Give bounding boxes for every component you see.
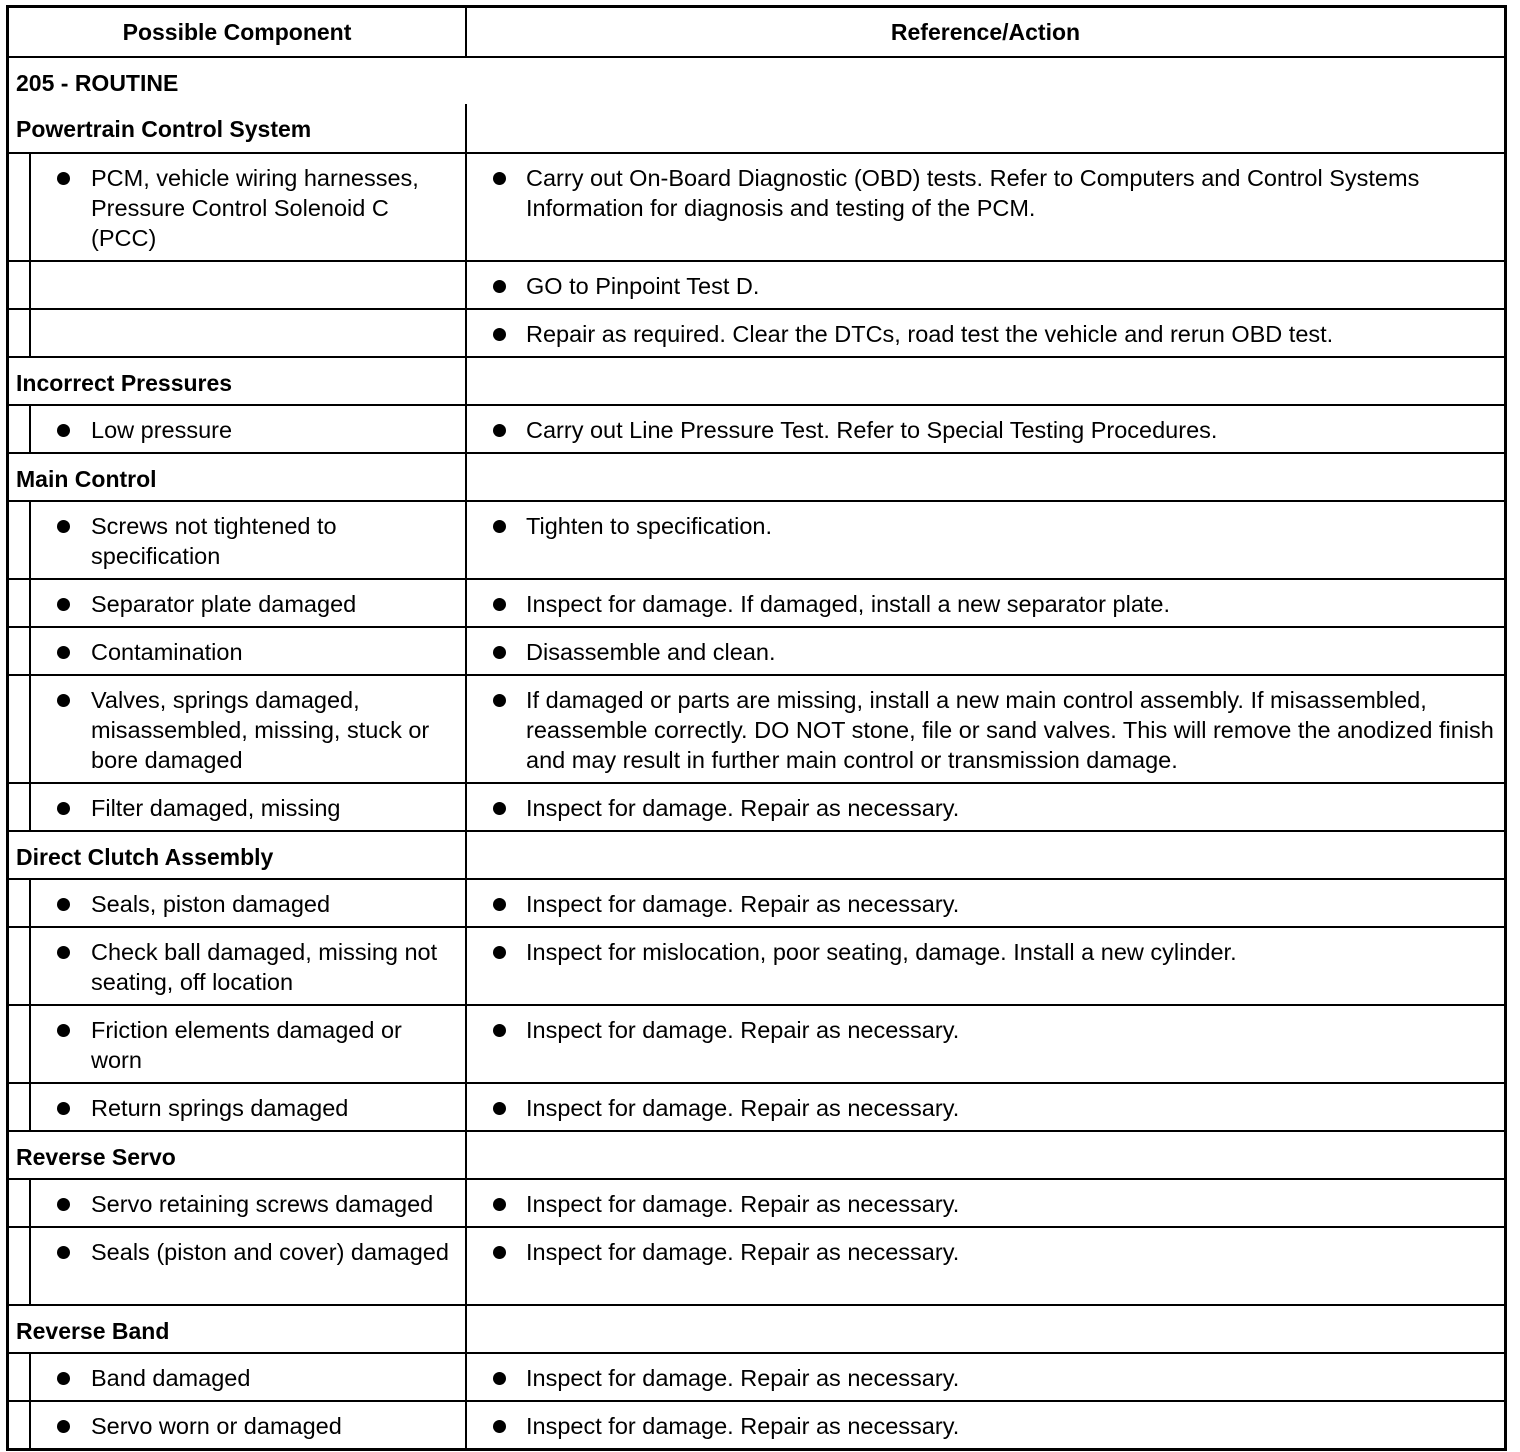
table-row: [9, 500, 1504, 578]
section-title: Powertrain Control System: [16, 116, 312, 142]
component-cell: [9, 676, 467, 782]
indent-cell: [9, 502, 31, 578]
action-text: Inspect for mislocation, poor seating, damage. Install a new cylinder.: [526, 939, 1237, 965]
indent-cell: [9, 1402, 31, 1448]
component-cell: [9, 154, 467, 260]
component-text-cell: [31, 310, 465, 356]
action-cell: [467, 1402, 1504, 1448]
bullet-icon: [493, 1102, 506, 1115]
action-text: Inspect for damage. Repair as necessary.: [526, 1191, 960, 1217]
component-item: [31, 580, 465, 619]
table-row: [9, 260, 1504, 308]
action-cell: [467, 784, 1504, 830]
section-title: Reverse Band: [16, 1318, 170, 1344]
table-row: [9, 1226, 1504, 1304]
component-cell: [9, 1354, 467, 1400]
bullet-icon: [493, 1420, 506, 1433]
component-text-cell: [31, 580, 465, 626]
component-item: [31, 628, 465, 667]
indent-cell: [9, 1180, 31, 1226]
action-cell: [467, 676, 1504, 782]
component-text: Low pressure: [91, 417, 233, 443]
component-text: Screws not tightened to specification: [91, 513, 337, 569]
action-cell: [467, 1084, 1504, 1130]
bullet-icon: [57, 646, 70, 659]
component-item: [31, 154, 465, 253]
section-row: [9, 830, 1504, 878]
bullet-icon: [57, 1024, 70, 1037]
indent-cell: [9, 628, 31, 674]
component-cell: [9, 628, 467, 674]
action-item: [467, 676, 1504, 775]
routine-label: 205 - ROUTINE: [16, 70, 179, 96]
indent-cell: [9, 1006, 31, 1082]
bullet-icon: [57, 802, 70, 815]
component-cell: [9, 880, 467, 926]
bullet-icon: [57, 946, 70, 959]
component-text: Servo retaining screws damaged: [91, 1191, 434, 1217]
table-row: [9, 626, 1504, 674]
component-item: [31, 880, 465, 919]
action-cell: [467, 1228, 1504, 1304]
bullet-icon: [493, 520, 506, 533]
component-text-cell: [31, 502, 465, 578]
section-cell: [9, 1306, 467, 1352]
component-text-cell: [31, 628, 465, 674]
section-title: Reverse Servo: [16, 1144, 176, 1170]
bullet-icon: [493, 1246, 506, 1259]
component-text-cell: [31, 406, 465, 452]
component-item: [31, 1402, 465, 1441]
action-item: [467, 154, 1504, 223]
indent-cell: [9, 1354, 31, 1400]
indent-cell: [9, 580, 31, 626]
action-text: Inspect for damage. Repair as necessary.: [526, 1095, 960, 1121]
action-cell: [467, 1006, 1504, 1082]
section-cell: [9, 358, 467, 404]
action-text: Disassemble and clean.: [526, 639, 776, 665]
bullet-icon: [57, 1372, 70, 1385]
component-text: Friction elements damaged or worn: [91, 1017, 402, 1073]
header-component: Possible Component: [122, 19, 352, 45]
section-cell: [9, 104, 467, 152]
action-text: Inspect for damage. If damaged, install a new separator plate.: [526, 591, 1171, 617]
component-cell: [9, 784, 467, 830]
component-text: Servo worn or damaged: [91, 1413, 342, 1439]
bullet-icon: [57, 520, 70, 533]
component-cell: [9, 310, 467, 356]
component-text: PCM, vehicle wiring harnesses, Pressure Control Solenoid C (PCC): [91, 165, 419, 251]
component-cell: [9, 262, 467, 308]
action-cell: [467, 880, 1504, 926]
component-text: Filter damaged, missing: [91, 795, 341, 821]
action-item: [467, 1084, 1504, 1123]
action-cell: [467, 628, 1504, 674]
action-cell: [467, 1180, 1504, 1226]
table-row: [9, 308, 1504, 356]
action-cell: [467, 406, 1504, 452]
bullet-icon: [493, 424, 506, 437]
component-text: Valves, springs damaged, misassembled, missing, stuck or bore damaged: [91, 687, 430, 773]
bullet-icon: [57, 1198, 70, 1211]
component-text-cell: [31, 928, 465, 1004]
bullet-icon: [493, 694, 506, 707]
component-cell: [9, 928, 467, 1004]
bullet-icon: [57, 898, 70, 911]
bullet-icon: [493, 328, 506, 341]
component-text: Check ball damaged, missing not seating, off location: [91, 939, 438, 995]
action-item: [467, 1006, 1504, 1045]
header-action: Reference/Action: [890, 19, 1081, 45]
action-cell: [467, 310, 1504, 356]
bullet-icon: [493, 646, 506, 659]
component-item: [31, 502, 465, 571]
action-text: Repair as required. Clear the DTCs, road test the vehicle and rerun OBD test.: [526, 321, 1334, 347]
action-item: [467, 502, 1504, 541]
component-item: [31, 676, 465, 775]
component-text-cell: [31, 262, 465, 308]
bullet-icon: [493, 172, 506, 185]
component-item: [31, 406, 465, 445]
component-cell: [9, 502, 467, 578]
component-text-cell: [31, 1354, 465, 1400]
action-text: Inspect for damage. Repair as necessary.: [526, 1413, 960, 1439]
action-cell: [467, 154, 1504, 260]
action-item: [467, 880, 1504, 919]
bullet-icon: [57, 1246, 70, 1259]
action-item: [467, 406, 1504, 445]
component-text-cell: [31, 1402, 465, 1448]
component-text-cell: [31, 154, 465, 260]
indent-cell: [9, 1228, 31, 1304]
section-cell: [9, 832, 467, 878]
component-cell: [9, 1006, 467, 1082]
routine-row: [9, 56, 1504, 104]
section-row: [9, 1304, 1504, 1352]
action-item: [467, 1354, 1504, 1393]
component-item: [31, 1180, 465, 1219]
component-text: Band damaged: [91, 1365, 251, 1391]
table-row: [9, 878, 1504, 926]
section-cell: [9, 1132, 467, 1178]
bullet-icon: [57, 1420, 70, 1433]
component-cell: [9, 1180, 467, 1226]
action-item: [467, 1228, 1504, 1267]
table-header-row: [9, 8, 1504, 56]
table-row: [9, 674, 1504, 782]
action-cell: [467, 1354, 1504, 1400]
component-text-cell: [31, 1084, 465, 1130]
bullet-icon: [493, 598, 506, 611]
section-row: [9, 1130, 1504, 1178]
component-cell: [9, 1402, 467, 1448]
action-text: If damaged or parts are missing, install a new main control assembly. If misassembled, reassemble correctly. DO NOT stone, file or sand valves. This will remove the anodized finish and may result in further main control or transmission damage.: [526, 687, 1494, 773]
component-item: [31, 1354, 465, 1393]
action-item: [467, 262, 1504, 301]
indent-cell: [9, 880, 31, 926]
section-action-cell: [467, 832, 1504, 878]
bullet-icon: [57, 172, 70, 185]
table-row: [9, 1352, 1504, 1400]
section-title: Incorrect Pressures: [16, 370, 233, 396]
component-text: Seals, piston damaged: [91, 891, 331, 917]
action-cell: [467, 928, 1504, 1004]
action-cell: [467, 262, 1504, 308]
bullet-icon: [493, 898, 506, 911]
section-action-cell: [467, 454, 1504, 500]
table-row: [9, 1082, 1504, 1130]
section-row: [9, 104, 1504, 152]
section-action-cell: [467, 1306, 1504, 1352]
component-text-cell: [31, 784, 465, 830]
component-text-cell: [31, 880, 465, 926]
indent-cell: [9, 262, 31, 308]
action-cell: [467, 502, 1504, 578]
action-item: [467, 784, 1504, 823]
component-cell: [9, 1084, 467, 1130]
action-text: Inspect for damage. Repair as necessary.: [526, 1017, 960, 1043]
bullet-icon: [57, 424, 70, 437]
component-text: Return springs damaged: [91, 1095, 349, 1121]
action-text: Tighten to specification.: [526, 513, 773, 539]
indent-cell: [9, 310, 31, 356]
section-row: [9, 356, 1504, 404]
component-text-cell: [31, 1228, 465, 1304]
bullet-icon: [493, 946, 506, 959]
indent-cell: [9, 1084, 31, 1130]
table-row: [9, 404, 1504, 452]
section-title: Direct Clutch Assembly: [16, 844, 274, 870]
action-item: [467, 310, 1504, 349]
indent-cell: [9, 784, 31, 830]
component-text: Seals (piston and cover) damaged: [91, 1239, 449, 1265]
action-item: [467, 928, 1504, 967]
action-text: Carry out On-Board Diagnostic (OBD) tests. Refer to Computers and Control Systems Information for diagnosis and testing of the PCM.: [526, 165, 1420, 221]
indent-cell: [9, 154, 31, 260]
bullet-icon: [57, 598, 70, 611]
table-row: [9, 152, 1504, 260]
bullet-icon: [57, 1102, 70, 1115]
action-item: [467, 580, 1504, 619]
section-cell: [9, 454, 467, 500]
action-text: Inspect for damage. Repair as necessary.: [526, 1365, 960, 1391]
component-text: Contamination: [91, 639, 243, 665]
table-row: [9, 578, 1504, 626]
action-item: [467, 1180, 1504, 1219]
section-action-cell: [467, 358, 1504, 404]
section-row: [9, 452, 1504, 500]
table-row: [9, 782, 1504, 830]
bullet-icon: [493, 1198, 506, 1211]
section-action-cell: [467, 1132, 1504, 1178]
component-item: [31, 1084, 465, 1123]
component-item: [31, 1228, 465, 1267]
bullet-icon: [57, 694, 70, 707]
component-item: [31, 928, 465, 997]
section-title: Main Control: [16, 466, 157, 492]
table-row: [9, 926, 1504, 1004]
action-text: Inspect for damage. Repair as necessary.: [526, 1239, 960, 1265]
table-row: [9, 1400, 1504, 1448]
component-cell: [9, 1228, 467, 1304]
bullet-icon: [493, 1372, 506, 1385]
bullet-icon: [493, 802, 506, 815]
component-item: [31, 784, 465, 823]
table-row: [9, 1004, 1504, 1082]
action-text: Carry out Line Pressure Test. Refer to Special Testing Procedures.: [526, 417, 1218, 443]
indent-cell: [9, 676, 31, 782]
component-text: Separator plate damaged: [91, 591, 357, 617]
action-text: Inspect for damage. Repair as necessary.: [526, 891, 960, 917]
action-cell: [467, 580, 1504, 626]
action-item: [467, 628, 1504, 667]
component-text-cell: [31, 1180, 465, 1226]
diagnosis-table: [6, 5, 1507, 1451]
section-action-cell: [467, 104, 1504, 152]
indent-cell: [9, 406, 31, 452]
component-cell: [9, 406, 467, 452]
component-cell: [9, 580, 467, 626]
bullet-icon: [493, 280, 506, 293]
action-text: GO to Pinpoint Test D.: [526, 273, 760, 299]
component-item: [31, 1006, 465, 1075]
header-component-cell: [9, 8, 467, 56]
table-row: [9, 1178, 1504, 1226]
bullet-icon: [493, 1024, 506, 1037]
indent-cell: [9, 928, 31, 1004]
action-item: [467, 1402, 1504, 1441]
action-text: Inspect for damage. Repair as necessary.: [526, 795, 960, 821]
component-text-cell: [31, 1006, 465, 1082]
component-text-cell: [31, 676, 465, 782]
